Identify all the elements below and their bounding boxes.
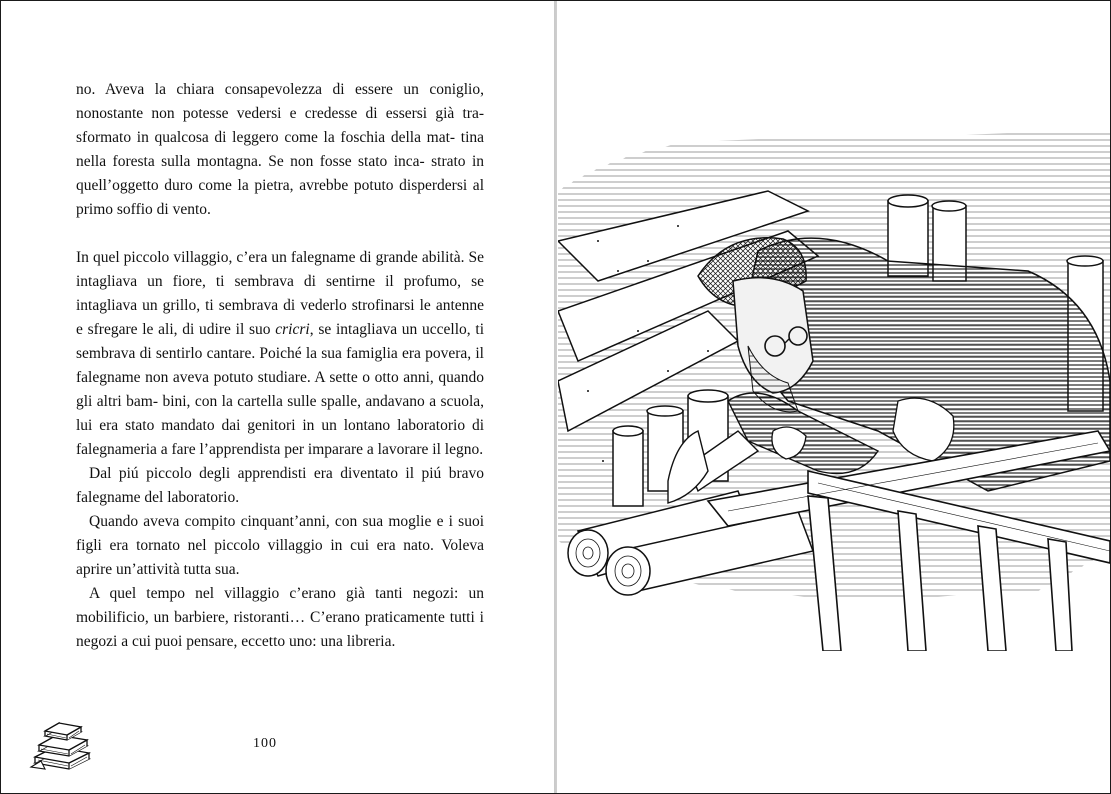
paragraph-2: In quel piccolo villaggio, c’era un falegname di grande abilità. Se intagliava un fiore, ti sembrava di sentirne il profumo, se intagliava un grillo, ti sembrava di vederlo strofinarsi le antenne e sfregare le ali, di udire il suo cricri, se intagliava un uccello, ti sembrava di sentirlo cantare. Poiché la sua famiglia era povera, il falegname non aveva potuto studiare. A sette o otto anni, quando gli altri bam- bini, con la cartella sulle spalle, andavano a scuola, lui era stato mandato dai genitori in un lontano laboratorio di falegnameria a fare l’apprendista per imparare a lavorare il legno.: [76, 249, 485, 458]
italic-word: cricri: [275, 321, 310, 338]
paragraph-5: A quel tempo nel villaggio c’erano già tanti negozi: un mobilificio, un barbiere, ristoranti… C’erano praticamente tutti i negozi a cui puoi pensare, eccetto uno: una libreria.: [76, 585, 484, 650]
paragraph-3: Dal piú piccolo degli apprendisti era diventato il piú bravo falegname del laboratorio.: [76, 465, 484, 506]
paragraph-gap: [76, 222, 484, 246]
page-number: 100: [253, 736, 277, 751]
stack-of-books-icon: [29, 711, 95, 773]
paragraph-1: no. Aveva la chiara consapevolezza di essere un coniglio, nonostante non potesse vedersi e credesse di essersi già tra- sformato in qualcosa di leggero come la foschia della mat- tina nella foresta sulla montagna. Se non fosse stato inca- strato in quell’oggetto duro come la pietra, avrebbe potuto disperdersi al primo soffio di vento.: [76, 81, 485, 218]
carpenter-carving-wood-illustration: [558, 131, 1110, 651]
paragraph-4: Quando aveva compito cinquant’anni, con sua moglie e i suoi figli era tornato nel piccolo villaggio in cui era nato. Voleva aprire un’attività tutta sua.: [76, 513, 484, 578]
body-text: [76, 78, 484, 654]
left-page: [1, 1, 557, 793]
